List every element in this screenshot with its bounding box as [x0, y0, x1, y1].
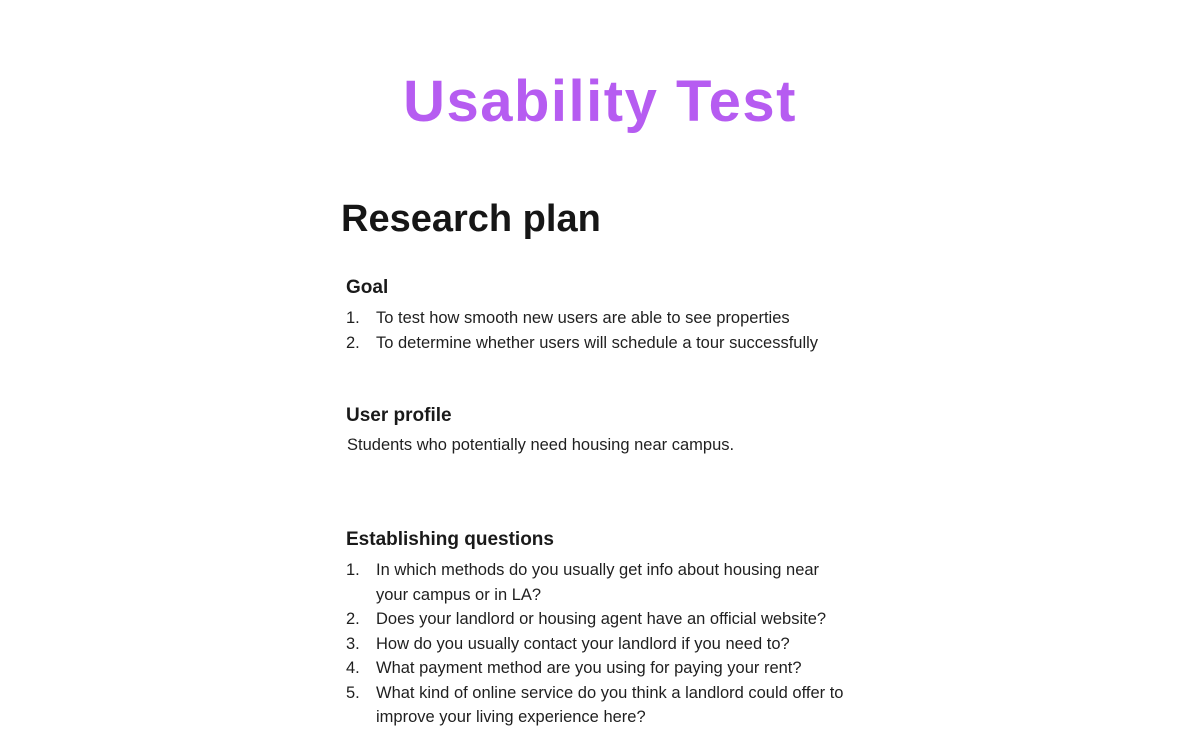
- list-item-number: 2.: [346, 333, 360, 352]
- list-item-text: What kind of online service do you think a landlord could offer to improve your living experience here?: [376, 683, 844, 726]
- list-item-number: 3.: [346, 634, 360, 653]
- user-profile-text: Students who potentially need housing near campus.: [347, 436, 735, 454]
- list-item: [346, 632, 851, 657]
- goal-list: [346, 306, 866, 355]
- list-item-number: 2.: [346, 610, 360, 628]
- list-item: [346, 558, 851, 607]
- list-item-text: What payment method are you using for paying your rent?: [376, 659, 802, 677]
- list-item-text: To determine whether users will schedule a tour successfully: [376, 333, 819, 352]
- list-item: [346, 331, 866, 356]
- list-item-text: To test how smooth new users are able to see properties: [376, 309, 790, 327]
- list-item-number: 4.: [346, 659, 360, 677]
- establishing-questions-heading: Establishing questions: [346, 529, 554, 550]
- list-item-text: Does your landlord or housing agent have an official website?: [376, 610, 827, 628]
- page-title: Usability Test: [403, 69, 797, 134]
- list-item-text: In which methods do you usually get info about housing near your campus or in LA?: [376, 561, 820, 604]
- list-item: [346, 681, 851, 730]
- establishing-questions-list: [346, 558, 851, 730]
- list-item: [346, 306, 866, 331]
- list-item-number: 1.: [346, 561, 360, 579]
- list-item-number: 1.: [346, 309, 360, 327]
- research-plan-heading: Research plan: [341, 198, 601, 240]
- list-item-number: 5.: [346, 683, 360, 702]
- list-item: [346, 656, 851, 681]
- list-item-text: How do you usually contact your landlord if you need to?: [376, 634, 790, 653]
- list-item: [346, 607, 851, 632]
- goal-heading: Goal: [346, 277, 389, 298]
- user-profile-heading: User profile: [346, 405, 452, 426]
